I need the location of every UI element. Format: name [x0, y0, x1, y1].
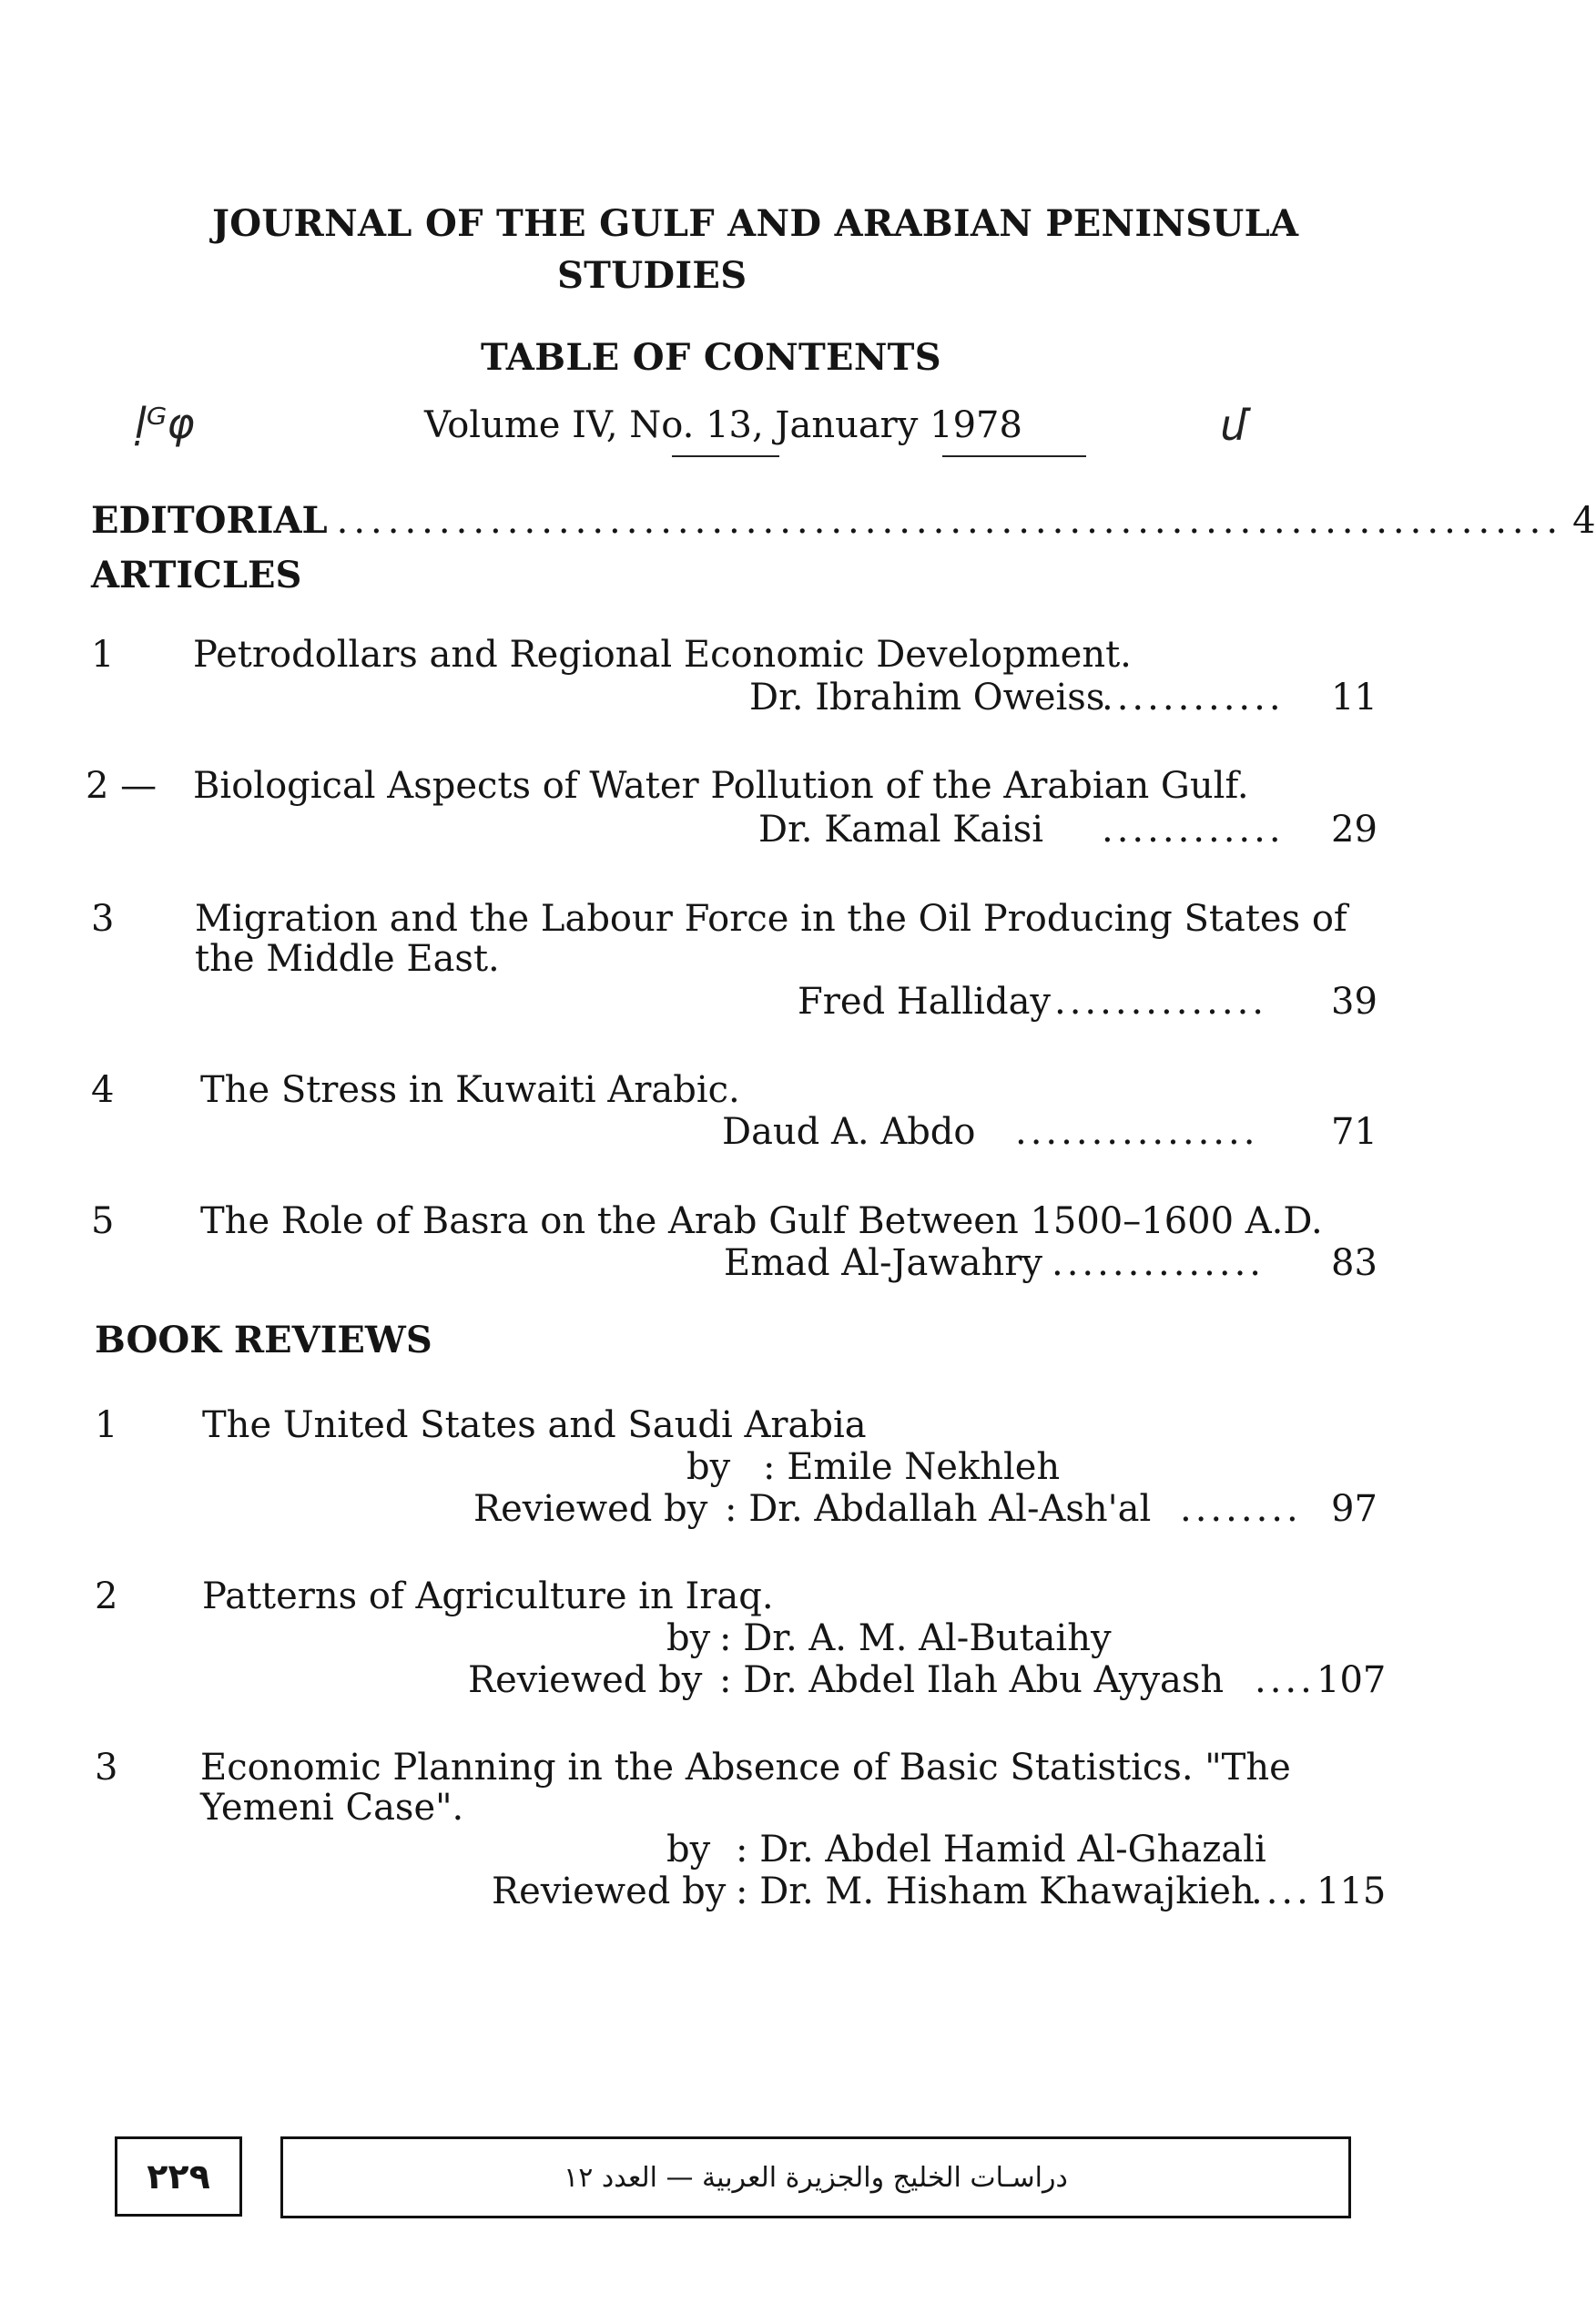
footer-page-box [115, 2136, 242, 2217]
article-author: Dr. Ibrahim Oweiss [749, 677, 1105, 719]
review-by-label: by [666, 1617, 711, 1659]
article-page: 71 [1331, 1111, 1377, 1153]
review-leader: ........ [1180, 1488, 1302, 1530]
review-reviewer: : Dr. Abdallah Al-Ash'al [725, 1488, 1152, 1530]
review-title-continued: Yemeni Case". [200, 1787, 464, 1829]
review-leader: .... [1255, 1659, 1316, 1701]
article-leader: .............. [1054, 981, 1268, 1023]
footer-page-number: ٢٢٩ [147, 2156, 210, 2197]
article-leader: .............. [1052, 1242, 1266, 1284]
article-page: 83 [1331, 1242, 1377, 1284]
footer-title-box [280, 2136, 1351, 2218]
article-title: Petrodollars and Regional Economic Development. [193, 634, 1132, 676]
editorial-row [91, 499, 1596, 543]
underline-year [942, 455, 1086, 457]
issue-line: Volume IV, No. 13, January 1978 [424, 404, 1022, 446]
editorial-leader: ........................................................................ [336, 500, 1564, 542]
article-title: Biological Aspects of Water Pollution of the Arabian Gulf. [193, 765, 1249, 807]
review-book-author: : Emile Nekhleh [763, 1446, 1061, 1488]
article-leader: ............ [1102, 677, 1285, 719]
handwritten-annotation-left: ḷᴳφ [135, 399, 195, 448]
toc-heading: TABLE OF CONTENTS [481, 336, 941, 379]
review-book-author: : Dr. A. M. Al-Butaihy [719, 1617, 1112, 1659]
article-page: 11 [1331, 677, 1377, 719]
review-leader: .... [1251, 1871, 1312, 1912]
article-author: Dr. Kamal Kaisi [758, 809, 1044, 851]
article-number: 2 — [86, 765, 158, 807]
article-number: 5 [91, 1200, 115, 1242]
review-reviewer: : Dr. M. Hisham Khawajkieh [736, 1871, 1255, 1912]
review-reviewed-by-label: Reviewed by [468, 1659, 703, 1701]
review-book-author: : Dr. Abdel Hamid Al-Ghazali [736, 1829, 1266, 1871]
article-number: 3 [91, 898, 115, 940]
underline-no [672, 455, 779, 457]
article-number: 1 [91, 634, 115, 676]
review-by-label: by [666, 1829, 711, 1871]
review-title: Patterns of Agriculture in Iraq. [202, 1575, 774, 1617]
book-reviews-heading: BOOK REVIEWS [95, 1319, 432, 1361]
article-title: The Role of Basra on the Arab Gulf Between 1500–1600 A.D. [200, 1200, 1323, 1242]
article-title: The Stress in Kuwaiti Arabic. [200, 1069, 740, 1111]
article-page: 39 [1331, 981, 1377, 1023]
articles-heading: ARTICLES [91, 554, 302, 596]
journal-title-line1: JOURNAL OF THE GULF AND ARABIAN PENINSULA [212, 202, 1299, 245]
footer-running-title: دراسـات الخليج والجزيرة العربية — العدد ١٢ [564, 2161, 1068, 2194]
handwritten-annotation-right: մ [1220, 401, 1247, 450]
review-by-label: by [686, 1446, 731, 1488]
article-leader: ................ [1015, 1111, 1259, 1153]
article-author: Emad Al-Jawahry [724, 1242, 1042, 1284]
review-number: 3 [95, 1747, 118, 1789]
review-number: 1 [95, 1404, 118, 1446]
article-author: Fred Halliday [798, 981, 1052, 1023]
article-title-continued: the Middle East. [195, 938, 500, 980]
article-title: Migration and the Labour Force in the Oil Producing States of [195, 898, 1347, 940]
review-reviewer: : Dr. Abdel Ilah Abu Ayyash [719, 1659, 1225, 1701]
review-title: The United States and Saudi Arabia [202, 1404, 867, 1446]
review-reviewed-by-label: Reviewed by [473, 1488, 708, 1530]
review-page: 97 [1331, 1488, 1377, 1530]
editorial-label: EDITORIAL [91, 499, 328, 542]
review-number: 2 [95, 1575, 118, 1617]
editorial-page: 4 [1572, 500, 1596, 542]
review-page: 107 [1316, 1659, 1387, 1701]
article-leader: ............ [1102, 809, 1285, 851]
article-number: 4 [91, 1069, 115, 1111]
review-title: Economic Planning in the Absence of Basic Statistics. "The [200, 1747, 1291, 1789]
review-page: 115 [1316, 1871, 1387, 1912]
article-author: Daud A. Abdo [722, 1111, 976, 1153]
review-reviewed-by-label: Reviewed by [492, 1871, 727, 1912]
journal-title-line2: STUDIES [557, 254, 747, 297]
article-page: 29 [1331, 809, 1377, 851]
